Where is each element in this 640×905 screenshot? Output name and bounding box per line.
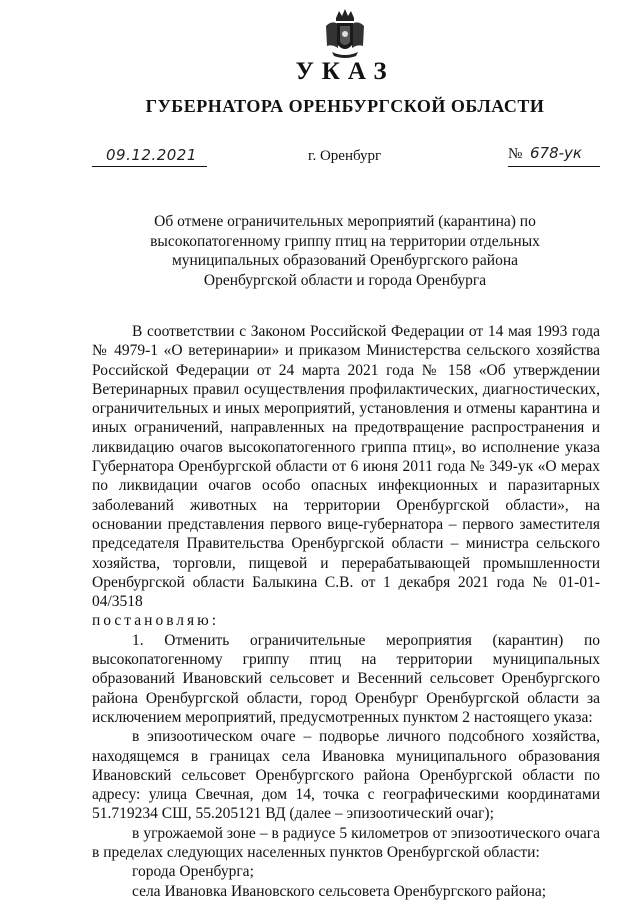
place-item: города Оренбурга; (132, 863, 254, 881)
decree-date-line (92, 148, 207, 167)
preamble-paragraph: В соответствии с Законом Российской Федерации от 14 мая 1993 года № 4979-1 «О ветеринарии» и приказом Министерства сельского хозяйства Российской Федерации от 24 марта 2021 года № 158 «Об утверждении Ветеринарных правил осуществления профилактических, диагностических, ограничительных и иных мероприятий, установления и отмены карантина и иных ограничений, направленных на предотвращение распространения и ликвидацию очагов высокопатогенного гриппа птиц», во исполнение указа Губернатора Оренбургской области от 6 июня 2011 года № 349-ук «О мерах по ликвидации очагов особо опасных инфекционных и паразитарных заболеваний животных на территории Оренбургской области», на основании представления первого вице-губернатора – первого заместителя председателя Правительства Оренбургской области – министра сельского хозяйства, торговли, пищевой и перерабатывающей промышленности Оренбургской области Балыкина С.В. от 1 декабря 2021 года № 01-01-04/3518 (92, 323, 600, 611)
decree-city: г. Оренбург (308, 148, 382, 164)
zone-paragraph: в угрожаемой зоне – в радиусе 5 километров от эпизоотического очага в пределах следующих населенных пунктов Оренбургской области: (92, 824, 600, 862)
coat-of-arms-icon (324, 8, 366, 60)
number-sign: № (508, 146, 523, 162)
decree-issuer: ГУБЕРНАТОРА ОРЕНБУРГСКОЙ ОБЛАСТИ (145, 96, 545, 116)
decree-word: постановляю: (92, 612, 220, 630)
decree-subject: Об отмене ограничительных мероприятий (карантина) по высокопатогенному гриппу птиц на территории отдельных муниципальных образований Оренбургского района Оренбургской области и города Оренбурга (150, 213, 540, 289)
decree-title: УКАЗ (295, 58, 395, 85)
focus-paragraph: в эпизоотическом очаге – подворье личного подсобного хозяйства, находящемся в границах села Ивановка муниципального образования Ивановский сельсовет Оренбургского района Оренбургской области по адресу: улица Свечная, дом 14, точка с географическими координатами 51.719234 СШ, 55.205121 ВД (далее – эпизоотический очаг); (92, 728, 600, 823)
item-1-paragraph: 1. Отменить ограничительные мероприятия (карантин) по высокопатогенному гриппу птиц на территории муниципальных образований Ивановский сельсовет и Весенний сельсовет Оренбургского района Оренбургской области, город Оренбург Оренбургской области за исключением мероприятий, предусмотренных пунктом 2 настоящего указа: (92, 631, 600, 726)
decree-date: 09.12.2021 (106, 146, 197, 164)
place-item: села Ивановка Ивановского сельсовета Оренбургского района; (132, 882, 547, 900)
decree-body (92, 322, 600, 901)
decree-number: 678-ук (530, 144, 582, 162)
decree-number-line (508, 146, 600, 167)
